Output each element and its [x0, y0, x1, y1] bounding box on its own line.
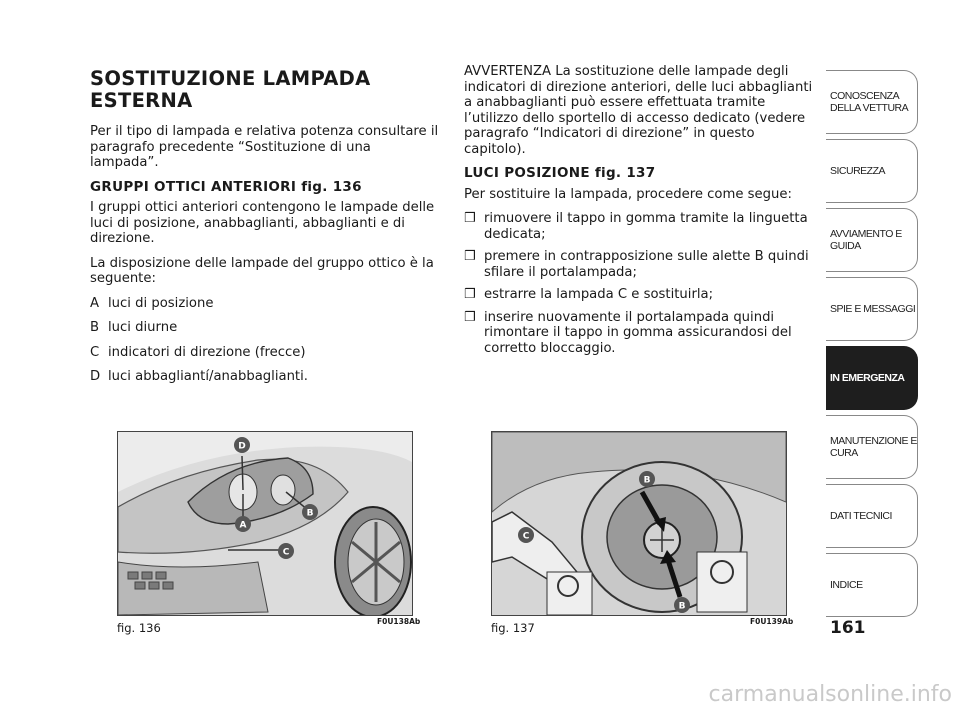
callout-a: [235, 516, 251, 532]
step-item: ❒ inserire nuovamente il portalampada quindi rimontare il tappo in gomma assicurandosi del corretto bloccaggio.: [464, 309, 792, 356]
legend-item: B luci diurne: [90, 320, 178, 335]
front-lights-description: I gruppi ottici anteriori contengono le lampade delle luci di posizione, anabbaglianti, abbaglianti e di direzione.: [90, 200, 435, 246]
section-title-front-lights: GRUPPI OTTICI ANTERIORI fig. 136: [90, 178, 362, 195]
callout-b: [302, 504, 318, 520]
left-column: [90, 64, 442, 394]
legend-item: D luci abbagliantí/anabbaglianti.: [90, 369, 308, 384]
checkbox-bullet-icon: ❒: [464, 249, 476, 264]
page-number: 161: [830, 618, 866, 638]
svg-text:A: A: [239, 520, 247, 531]
svg-text:B: B: [678, 601, 686, 612]
svg-text:C: C: [522, 531, 530, 542]
chapter-tabs: [826, 70, 918, 622]
callout-b-top: [639, 471, 655, 487]
tab-sicurezza[interactable]: SICUREZZA: [826, 139, 918, 203]
figure-136-code: F0U138Ab: [377, 617, 421, 626]
figure-136-caption: fig. 136: [117, 621, 161, 635]
legend-item: C indicatori di direzione (frecce): [90, 344, 306, 360]
tab-avviamento-e-guida[interactable]: AVVIAMENTO E GUIDA: [826, 208, 918, 272]
step-item: ❒ estrarre la lampada C e sostituirla;: [464, 287, 714, 302]
figure-136-headlight: [117, 431, 413, 616]
figure-137-code: F0U139Ab: [750, 617, 794, 626]
callout-c: [518, 527, 534, 543]
tab-in-emergenza[interactable]: IN EMERGENZA: [826, 346, 918, 410]
checkbox-bullet-icon: ❒: [464, 287, 476, 302]
svg-text:B: B: [643, 475, 651, 486]
legend-item: A luci di posizione: [90, 295, 214, 311]
tab-indice[interactable]: INDICE: [826, 553, 918, 617]
figure-137-caption: fig. 137: [491, 621, 535, 635]
svg-text:C: C: [282, 547, 290, 558]
tab-conoscenza-della-vettura[interactable]: CONOSCENZA DELLA VETTURA: [826, 70, 918, 134]
callout-d: [234, 437, 250, 453]
tab-dati-tecnici[interactable]: DATI TECNICI: [826, 484, 918, 548]
figure-137-callouts: [492, 432, 786, 615]
checkbox-bullet-icon: ❒: [464, 309, 476, 325]
step-item: ❒ rimuovere il tappo in gomma tramite la linguetta dedicata;: [464, 211, 808, 242]
svg-text:D: D: [238, 441, 246, 452]
procedure-intro: Per sostituire la lampada, procedere come segue:: [464, 186, 792, 202]
svg-text:B: B: [306, 508, 314, 519]
intro-paragraph: Per il tipo di lampada e relativa potenza consultare il paragrafo precedente “Sostituzione di una lampada”.: [90, 124, 439, 170]
figure-136-callouts: [118, 432, 412, 615]
callout-c: [278, 543, 294, 559]
step-item: ❒ premere in contrapposizione sulle alette B quindi sfilare il portalampada;: [464, 249, 809, 280]
footer-watermark: carmanualsonline.info: [708, 682, 952, 707]
lamp-layout-intro: La disposizione delle lampade del gruppo ottico è la seguente:: [90, 255, 434, 286]
checkbox-bullet-icon: ❒: [464, 211, 476, 226]
section-title-position-lights: LUCI POSIZIONE fig. 137: [464, 165, 656, 181]
warning-paragraph: AVVERTENZA La sostituzione delle lampade degli indicatori di direzione anteriori, delle luci abbaglianti a anabbaglianti può essere effettuata tramite l’utilizzo dello sportello di accesso dedicato (vedere paragrafo “Indicatori di direzione” in questo capitolo).: [464, 64, 813, 157]
callout-b-bottom: [674, 597, 690, 613]
page-title: SOSTITUZIONE LAMPADA ESTERNA: [90, 67, 371, 112]
right-column: [464, 64, 816, 363]
tab-manutenzione-e-cura[interactable]: MANUTENZIONE E CURA: [826, 415, 918, 479]
tab-spie-e-messaggi[interactable]: SPIE E MESSAGGI: [826, 277, 918, 341]
figure-137-lamp-holder: [491, 431, 787, 616]
